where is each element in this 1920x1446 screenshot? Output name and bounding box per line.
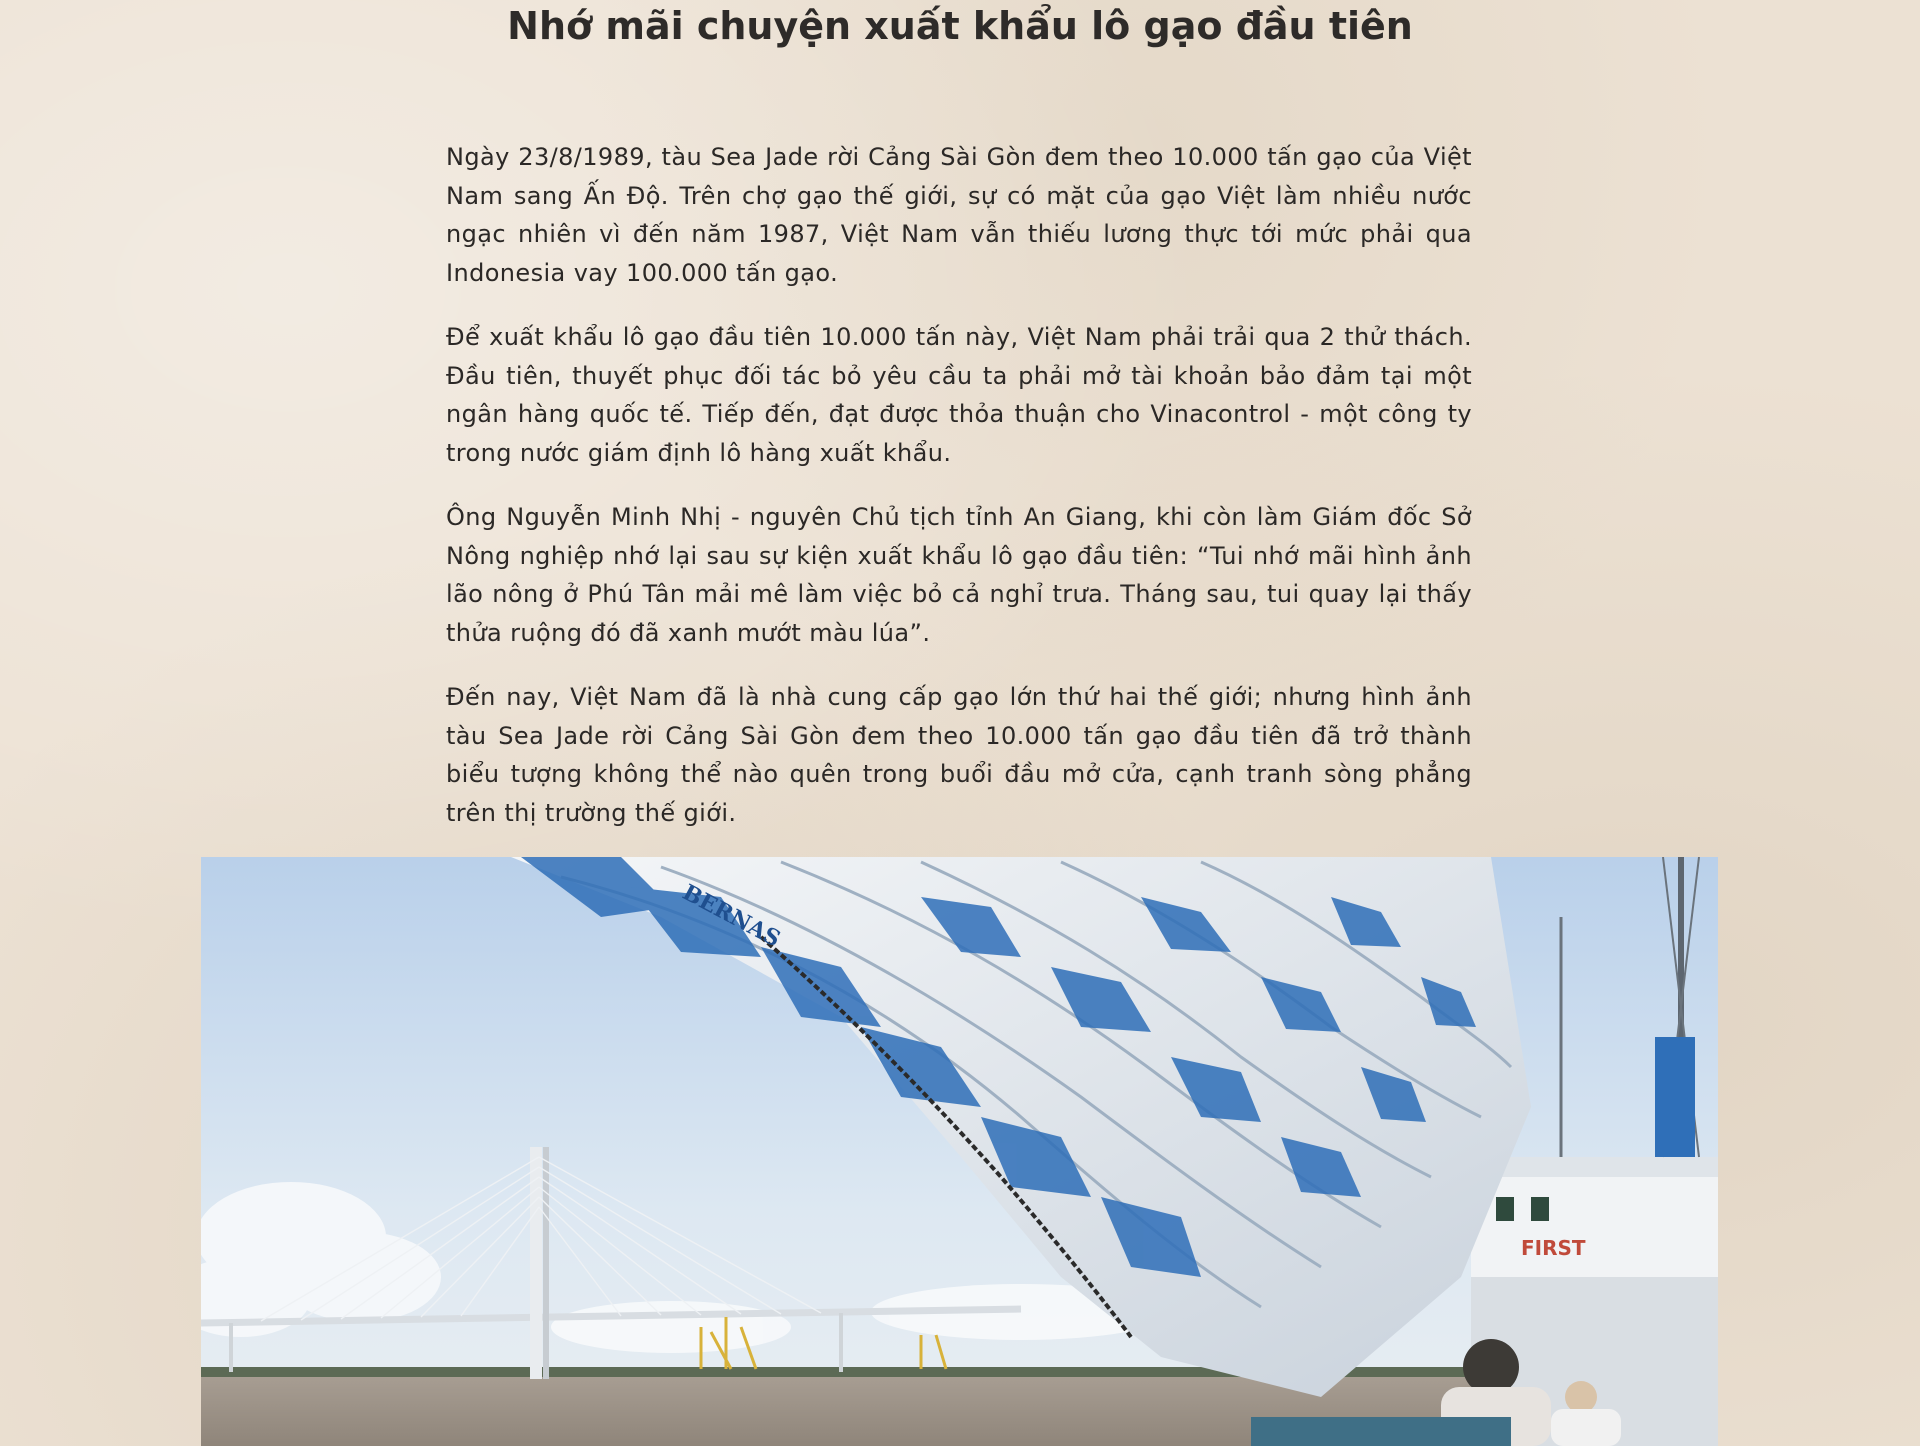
sack-brand-print: BERNAS [678, 879, 785, 953]
article-paragraph: Ông Nguyễn Minh Nhị - nguyên Chủ tịch tỉnh An Giang, khi còn làm Giám đốc Sở Nông nghiệp nhớ lại sau sự kiện xuất khẩu lô gạo đầu tiên: “Tui nhớ mãi hình ảnh lão nông ở Phú Tân mải mê làm việc bỏ cả nghỉ trưa. Tháng sau, tui quay lại thấy thửa ruộng đó đã xanh mướt màu lúa”. [446, 503, 1472, 647]
article-title: Nhớ mãi chuyện xuất khẩu lô gạo đầu tiên [507, 4, 1413, 48]
rice-export-photo [201, 857, 1718, 1446]
article-body [446, 138, 1472, 858]
ship-marking: FIRST [1521, 1236, 1586, 1260]
article-paragraph: Để xuất khẩu lô gạo đầu tiên 10.000 tấn này, Việt Nam phải trải qua 2 thử thách. Đầu tiên, thuyết phục đối tác bỏ yêu cầu ta phải mở tài khoản bảo đảm tại một ngân hàng quốc tế. Tiếp đến, đạt được thỏa thuận cho Vinacontrol - một công ty trong nước giám định lô hàng xuất khẩu. [446, 323, 1472, 467]
article-paragraph: Đến nay, Việt Nam đã là nhà cung cấp gạo lớn thứ hai thế giới; nhưng hình ảnh tàu Sea Jade rời Cảng Sài Gòn đem theo 10.000 tấn gạo đầu tiên đã trở thành biểu tượng không thể nào quên trong buổi đầu mở cửa, cạnh tranh sòng phẳng trên thị trường thế giới. [446, 683, 1472, 827]
article-paragraph: Ngày 23/8/1989, tàu Sea Jade rời Cảng Sài Gòn đem theo 10.000 tấn gạo của Việt Nam sang Ấn Độ. Trên chợ gạo thế giới, sự có mặt của gạo Việt làm nhiều nước ngạc nhiên vì đến năm 1987, Việt Nam vẫn thiếu lương thực tới mức phải qua Indonesia vay 100.000 tấn gạo. [446, 143, 1472, 287]
